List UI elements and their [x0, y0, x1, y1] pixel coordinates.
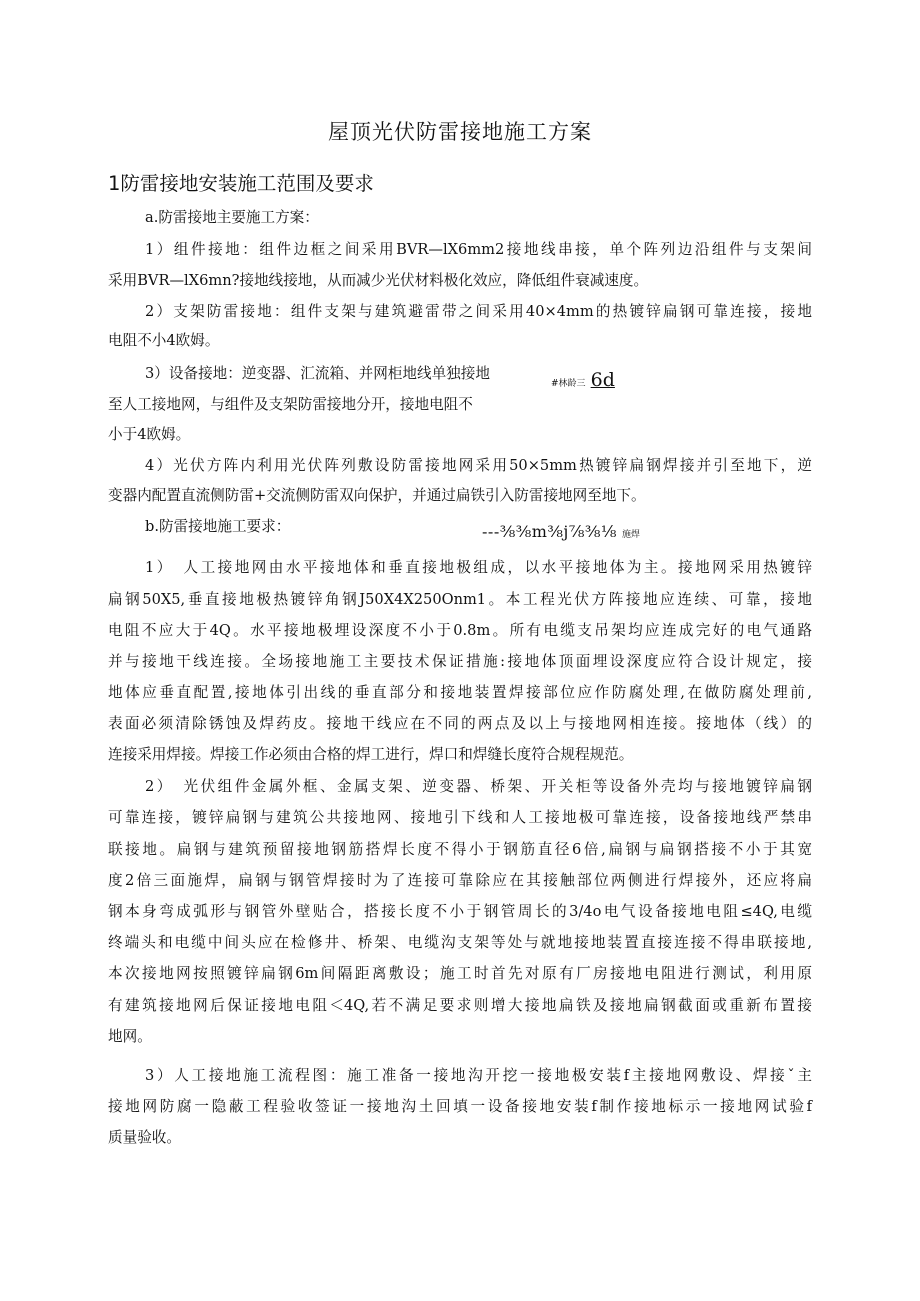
req1-line: 表面必须清除锈蚀及焊药皮。接地干线应在不同的两点及以上与接地网相连接。接地体（线）的 [108, 715, 812, 732]
req2-line: 度2倍三面施焊，扁钢与钢管焊接时为了连接可靠除应在其接触部位两侧进行焊接外，还应将扁 [108, 872, 812, 889]
req1-line: 连接采用焊接。焊接工作必须由合格的焊工进行，焊口和焊缝长度符合规程规范。 [108, 746, 634, 763]
req2-line: 2） 光伏组件金属外框、金属支架、逆变器、桥架、开关柜等设备外壳均与接地镀锌扁钢 [145, 778, 812, 795]
req2-line: 联接地。扁钢与建筑预留接地钢筋搭焊长度不得小于钢筋直径6倍,扁钢与扁钢搭接不小于其宽 [108, 841, 812, 858]
annotation-garbled-text: ---⅜⅜m⅜j⅞⅜⅛ [482, 522, 617, 541]
req2-line: 终端头和电缆中间头应在检修井、桥架、电缆沟支架等处与就地接地装置直接连接不得串联接地, [108, 934, 812, 951]
req3-line: 3）人工接地施工流程图：施工准备一接地沟开挖一接地极安装f主接地网敷设、焊接ˇ主 [145, 1067, 812, 1084]
req2-line: 本次接地网按照镀锌扁钢6m间隔距离敷设；施工时首先对原有厂房接地电阻进行测试，利用原 [108, 965, 812, 982]
item1-line: 1）组件接地：组件边框之间采用BVR—lX6mm2接地线串接，单个阵列边沿组件与支架间 [145, 241, 812, 258]
subheading-b: b.防雷接地施工要求： [145, 518, 291, 535]
section-heading: 1防雷接地安装施工范围及要求 [108, 172, 374, 195]
item4-line: 4）光伏方阵内利用光伏阵列敷设防雷接地网采用50×5mm热镀锌扁钢焊接并引至地下，逆 [145, 457, 812, 474]
req3-line: 接地网防腐一隐蔽工程验收签证一接地沟土回填一设备接地安装f制作接地标示一接地网试验f [108, 1098, 812, 1115]
req2-line: 可靠连接，镀锌扁钢与建筑公共接地网、接地引下线和人工接地极可靠连接，设备接地线严禁串 [108, 809, 812, 826]
req1-line: 1） 人工接地网由水平接地体和垂直接地极组成，以水平接地体为主。接地网采用热镀锌 [145, 559, 812, 576]
req1-line: 电阻不应大于4Q。水平接地极埋设深度不小于0.8m。所有电缆支吊架均应连成完好的电气通路 [108, 622, 812, 639]
item1-line: 采用BVR—lX6mn?接地线接地，从而减少光伏材料极化效应，降低组件衰减速度。 [108, 272, 649, 289]
req3-line: 质量验收。 [108, 1129, 181, 1146]
annotation-small-text: 施焊 [622, 530, 641, 540]
item3-line: 3）设备接地：逆变器、汇流箱、并网柜地线单独接地 [145, 365, 490, 382]
annotation-big-text: 6d [590, 369, 615, 391]
req2-line: 有建筑接地网后保证接地电阻＜4Q,若不满足要求则增大接地扁铁及接地扁钢截面或重新布置接 [108, 997, 812, 1014]
annotation-small-text: #林龄三 [551, 379, 586, 389]
req1-line: 地体应垂直配置,接地体引出线的垂直部分和接地装置焊接部位应作防腐处理,在做防腐处理前, [108, 684, 812, 701]
item3-line: 至人工接地网，与组件及支架防雷接地分开，接地电阻不 [108, 396, 473, 413]
item4-line: 变器内配置直流侧防雷+交流侧防雷双向保护，并通过扁铁引入防雷接地网至地下。 [108, 487, 646, 504]
item2-line: 电阻不小4欧姆。 [108, 332, 220, 349]
req2-line: 钢本身弯成弧形与钢管外壁贴合，搭接长度不小于钢管周长的3/4o电气设备接地电阻≤4Q,电缆 [108, 903, 812, 920]
page-title: 屋顶光伏防雷接地施工方案 [328, 120, 592, 144]
item3-line: 小于4欧姆。 [108, 426, 191, 443]
req2-line: 地网。 [108, 1028, 152, 1045]
item3-annotation [551, 369, 615, 391]
req1-line: 扁钢50X5,垂直接地极热镀锌角钢J50X4X250Onm1。本工程光伏方阵接地应连续、可靠，接地 [108, 591, 812, 608]
subheading-a: a.防雷接地主要施工方案： [145, 209, 319, 226]
item2-line: 2）支架防雷接地：组件支架与建筑避雷带之间采用40×4mm的热镀锌扁钢可靠连接，接地 [145, 303, 812, 320]
req1-line: 并与接地干线连接。全场接地施工主要技术保证措施:接地体顶面埋设深度应符合设计规定，接 [108, 653, 812, 670]
b-annotation [482, 522, 640, 541]
